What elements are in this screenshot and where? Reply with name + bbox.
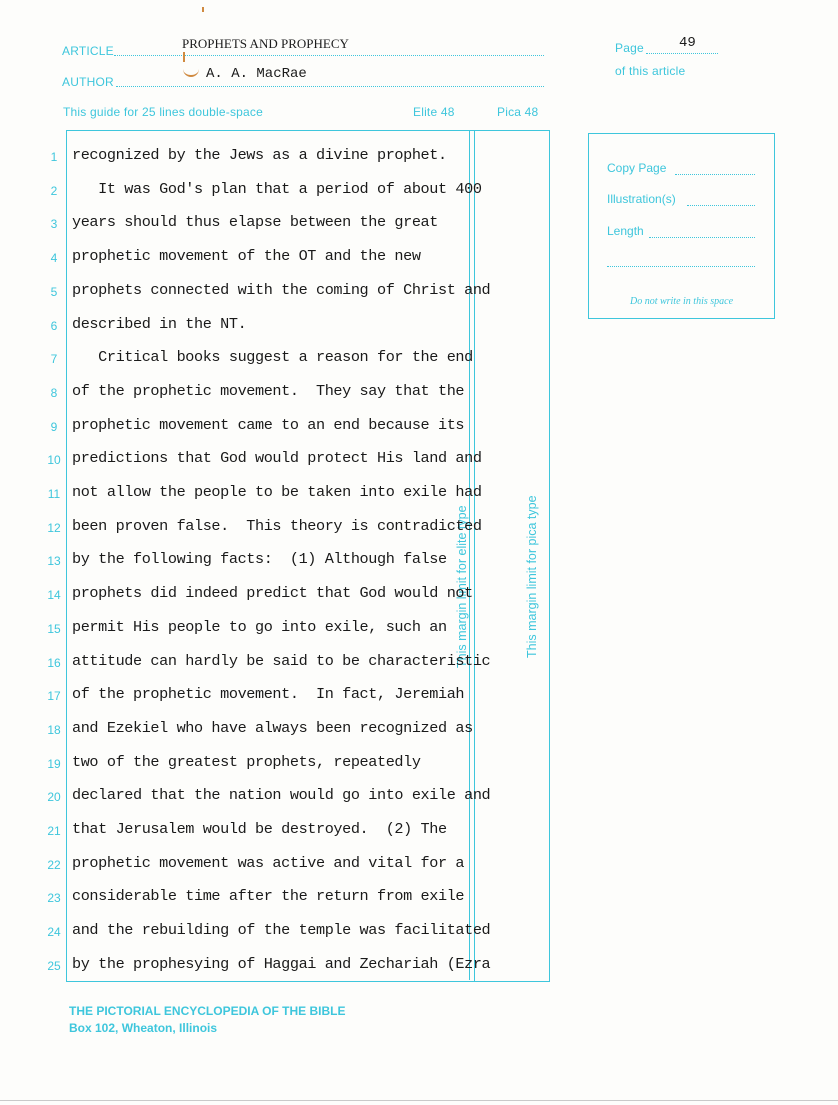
length-dotline <box>649 237 755 238</box>
illustrations-label: Illustration(s) <box>607 192 676 206</box>
typed-line: prophets did indeed predict that God would not <box>72 584 473 603</box>
line-number: 24 <box>47 925 61 940</box>
line-number: 10 <box>47 453 61 468</box>
line-number: 9 <box>50 419 58 434</box>
typed-line: Critical books suggest a reason for the end <box>72 348 473 367</box>
article-dotline <box>114 55 544 56</box>
typed-line: prophetic movement was active and vital for a <box>72 853 465 872</box>
line-number: 14 <box>47 588 61 603</box>
typed-line: considerable time after the return from exile <box>72 887 465 906</box>
guide-text: This guide for 25 lines double-space <box>63 105 263 119</box>
page-sub-label: of this article <box>615 64 686 78</box>
copy-page-dotline <box>675 174 755 175</box>
publisher-name: THE PICTORIAL ENCYCLOPEDIA OF THE BIBLE <box>69 1004 346 1018</box>
typed-line: It was God's plan that a period of about 400 <box>72 179 482 198</box>
publisher-address: Box 102, Wheaton, Illinois <box>69 1021 218 1035</box>
typed-line: prophetic movement came to an end because its <box>72 415 465 434</box>
elite-margin-note: This margin limit for elite type <box>455 505 469 668</box>
length-label: Length <box>607 224 644 238</box>
typed-line: two of the greatest prophets, repeatedly <box>72 752 421 771</box>
typed-line: permit His people to go into exile, such an <box>72 617 447 636</box>
line-number: 13 <box>47 554 61 569</box>
line-number: 12 <box>47 520 61 535</box>
pencil-mark-top <box>202 7 204 12</box>
pencil-check-mark <box>183 67 199 77</box>
author-dotline <box>116 86 544 87</box>
line-number: 15 <box>47 621 61 636</box>
line-number: 7 <box>50 352 58 367</box>
line-number: 6 <box>50 318 58 333</box>
page-dotline <box>646 53 718 54</box>
pica-label: Pica 48 <box>497 105 539 119</box>
article-title: PROPHETS AND PROPHECY <box>182 36 349 51</box>
typed-line: of the prophetic movement. They say that the <box>72 381 465 400</box>
line-number: 21 <box>47 824 61 838</box>
typed-line: and the rebuilding of the temple was facilitated <box>72 921 491 940</box>
line-number: 8 <box>50 385 58 400</box>
typed-line: by the following facts: (1) Although false <box>72 550 447 569</box>
line-number: 5 <box>50 284 58 299</box>
line-number: 3 <box>50 217 58 232</box>
line-number: 22 <box>47 857 61 872</box>
publisher-footer <box>69 1003 345 1037</box>
page-bottom-edge <box>0 1100 838 1101</box>
line-number: 2 <box>50 183 58 198</box>
line-number: 11 <box>47 487 61 501</box>
editor-copy-box <box>588 133 775 319</box>
line-number: 1 <box>50 150 58 164</box>
pica-margin-note: This margin limit for pica type <box>525 495 539 658</box>
line-number: 25 <box>47 958 61 973</box>
typed-line: been proven false. This theory is contradicted <box>72 516 482 535</box>
article-label: ARTICLE <box>62 44 114 58</box>
typed-line: of the prophetic movement. In fact, Jeremiah <box>72 685 465 704</box>
typed-line: attitude can hardly be said to be characteristic <box>72 651 491 670</box>
line-number: 4 <box>50 251 58 266</box>
line-number: 18 <box>47 722 61 737</box>
typed-line: declared that the nation would go into exile and <box>72 786 491 805</box>
typed-line: by the prophesying of Haggai and Zechariah (Ezra <box>72 954 491 973</box>
typed-line: prophets connected with the coming of Christ and <box>72 280 491 299</box>
typed-line: described in the NT. <box>72 314 247 333</box>
page-label: Page <box>615 41 644 55</box>
line-number: 23 <box>47 891 61 906</box>
do-not-write-note: Do not write in this space <box>629 296 734 307</box>
illustrations-dotline <box>687 205 755 206</box>
author-name: A. A. MacRae <box>206 66 307 82</box>
typed-line: years should thus elapse between the great <box>72 213 438 232</box>
typed-line: and Ezekiel who have always been recognized as <box>72 718 473 737</box>
typed-line: recognized by the Jews as a divine prophet. <box>72 146 447 164</box>
typed-line: predictions that God would protect His land and <box>72 449 482 468</box>
typed-line: prophetic movement of the OT and the new <box>72 247 421 266</box>
blank-dotline <box>607 266 755 267</box>
line-number: 16 <box>47 655 61 670</box>
copy-page-label: Copy Page <box>607 161 667 175</box>
elite-label: Elite 48 <box>413 105 455 119</box>
author-label: AUTHOR <box>62 75 114 89</box>
elite-margin-line <box>469 130 470 980</box>
pencil-tick-mark <box>183 52 185 62</box>
typed-line: not allow the people to be taken into exile had <box>72 483 482 501</box>
line-number: 19 <box>47 756 61 771</box>
page-number: 49 <box>679 35 696 51</box>
typed-line: that Jerusalem would be destroyed. (2) The <box>72 820 447 838</box>
line-number: 17 <box>47 689 61 704</box>
line-number: 20 <box>47 790 61 805</box>
